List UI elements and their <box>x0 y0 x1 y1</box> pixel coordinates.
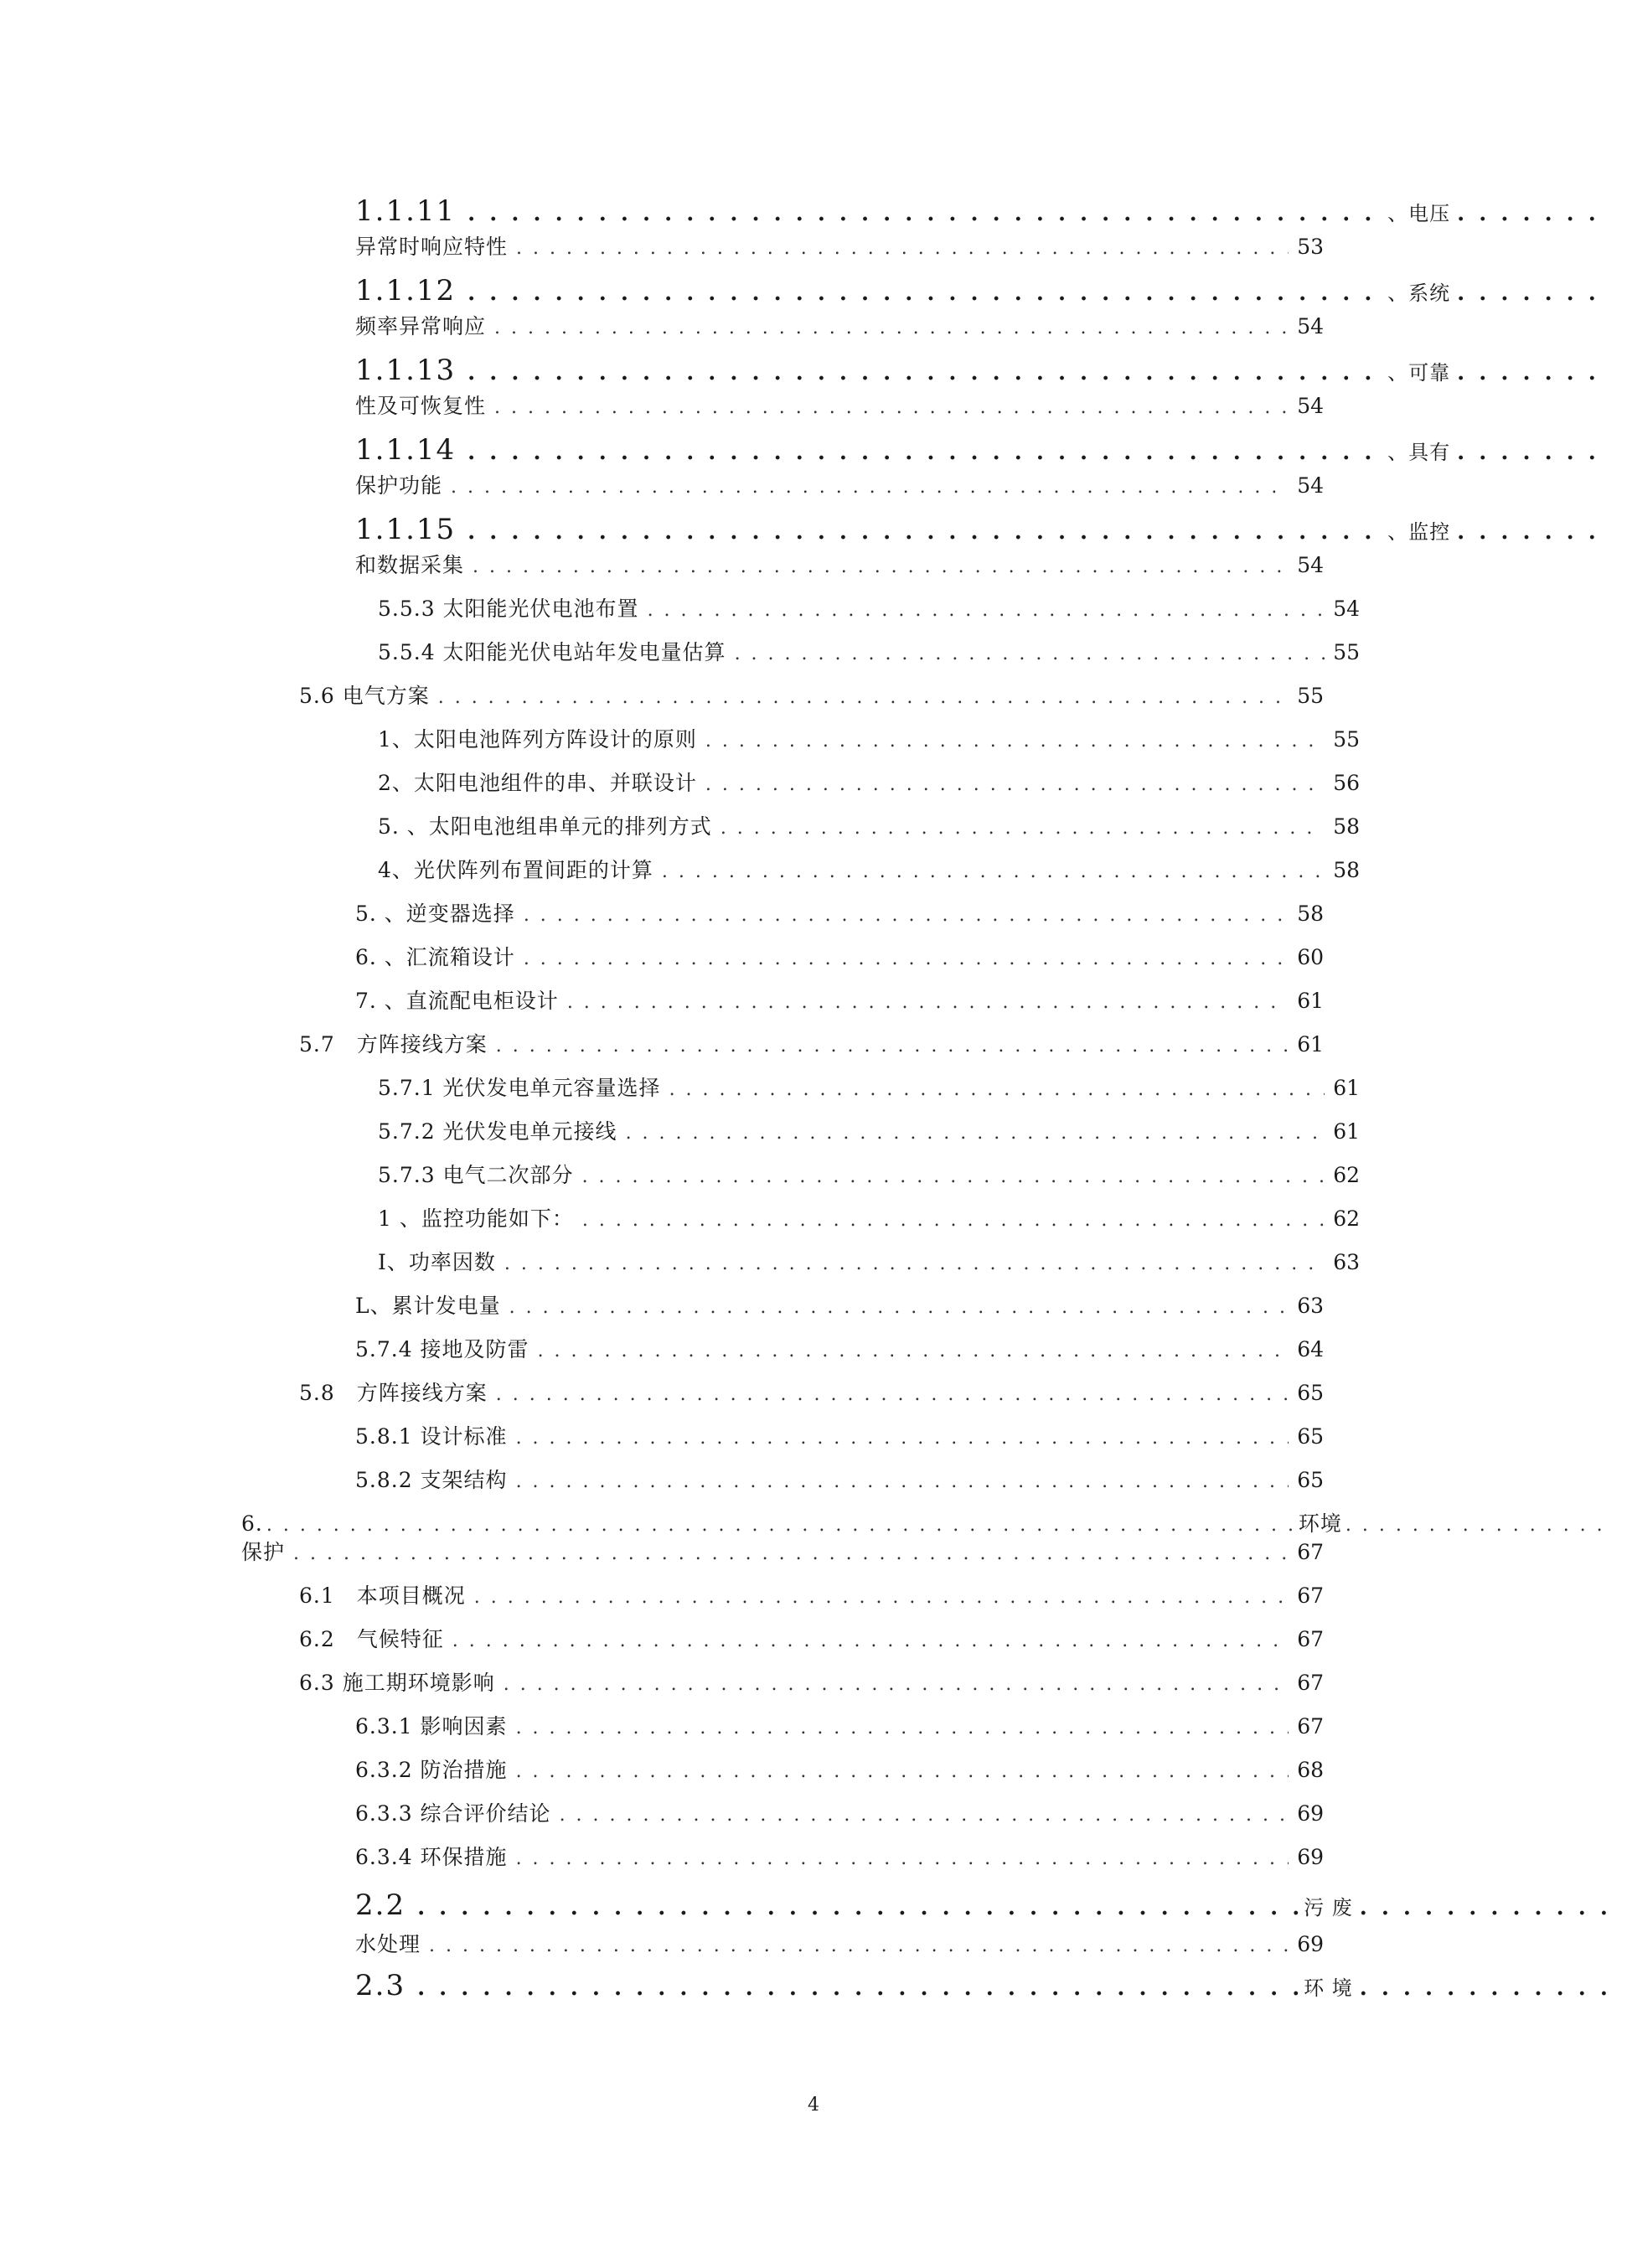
toc-entry-label: 5.5.3 太阳能光伏电池布置 <box>378 597 639 621</box>
toc-leader-dots <box>705 772 1325 798</box>
toc-entry <box>355 989 1324 1017</box>
toc-entry-page: 58 <box>1333 814 1360 839</box>
page-number: 4 <box>808 2095 819 2116</box>
toc-entry-label: 1 、监控功能如下： <box>378 1206 574 1231</box>
toc-heading <box>355 354 1612 390</box>
toc-entry-page: 61 <box>1297 1032 1324 1057</box>
toc-heading-tail: 、系统 <box>1387 282 1451 305</box>
toc-entry <box>355 1294 1324 1322</box>
toc-entry-label: 6.3.3 综合评价结论 <box>355 1801 551 1826</box>
toc-leader-dots <box>560 1803 1289 1828</box>
toc-entry-page: 54 <box>1333 597 1360 621</box>
toc-entry-label: 5. 、逆变器选择 <box>355 902 515 926</box>
toc-entry-label: 和数据采集 <box>355 553 465 577</box>
toc-entry <box>355 473 1324 502</box>
toc-entry <box>355 1468 1324 1496</box>
toc-entry <box>355 1932 1324 1961</box>
toc-leader-dots <box>496 1382 1289 1408</box>
toc-entry-label: 7. 、直流配电柜设计 <box>355 989 559 1013</box>
toc-leader-dots <box>516 1470 1289 1495</box>
toc-entry-label: 保护 <box>241 1540 286 1564</box>
toc-entry <box>355 394 1324 422</box>
toc-entry-page: 54 <box>1297 314 1324 338</box>
toc-entry-page: 67 <box>1297 1583 1324 1608</box>
toc-entry-label: 性及可恢复性 <box>355 394 487 418</box>
toc-leader-dots <box>1457 356 1612 390</box>
toc-heading-tail: 、可靠 <box>1387 361 1451 385</box>
toc-entry-page: 53 <box>1297 235 1324 259</box>
toc-entry <box>355 314 1324 343</box>
toc-entry <box>378 1119 1360 1148</box>
toc-leader-dots <box>467 436 1387 469</box>
toc-entry <box>355 1714 1324 1743</box>
toc-entry-label: 6.2 气候特征 <box>299 1627 444 1651</box>
toc-entry-label: 异常时响应特性 <box>355 235 509 259</box>
toc-entry-page: 62 <box>1333 1163 1360 1187</box>
toc-entry-page: 65 <box>1297 1381 1324 1405</box>
toc-heading-tail: 、电压 <box>1387 202 1451 225</box>
toc-entry-label: 5.6 电气方案 <box>299 684 430 708</box>
toc-leader-dots <box>417 1971 1304 2005</box>
toc-heading-tail: 、具有 <box>1387 441 1451 464</box>
toc-entry-label: 5.7.4 接地及防雷 <box>355 1337 529 1361</box>
toc-heading-number: 1.1.14 <box>355 433 457 467</box>
toc-heading-tail: 环境 <box>1298 1511 1342 1536</box>
toc-entry-page: 62 <box>1333 1206 1360 1231</box>
toc-entry-label: 5.8.1 设计标准 <box>355 1424 508 1449</box>
toc-entry <box>355 1337 1324 1366</box>
toc-leader-dots <box>721 816 1325 841</box>
toc-leader-dots <box>648 598 1325 623</box>
toc-entry-page: 63 <box>1333 1250 1360 1274</box>
toc-leader-dots <box>467 356 1387 390</box>
toc-entry-page: 55 <box>1333 727 1360 752</box>
toc-entry-label: L、累计发电量 <box>355 1294 501 1318</box>
toc-entry <box>355 902 1324 930</box>
toc-entry-label: 1、太阳电池阵列方阵设计的原则 <box>378 727 697 752</box>
toc-entry-page: 61 <box>1333 1119 1360 1144</box>
toc-leader-dots <box>474 1585 1289 1610</box>
toc-leader-dots <box>467 197 1387 230</box>
toc-heading-tail: 环 境 <box>1304 1976 1353 2000</box>
toc-leader-dots <box>509 1295 1289 1320</box>
toc-entry-page: 58 <box>1297 902 1324 926</box>
toc-leader-dots <box>504 1252 1325 1277</box>
toc-entry-label: 6. 、汇流箱设计 <box>355 945 515 969</box>
toc-entry-label: 4、光伏阵列布置间距的计算 <box>378 858 653 882</box>
toc-entry-page: 68 <box>1297 1758 1324 1782</box>
toc-entry <box>378 640 1360 669</box>
toc-entry <box>299 1583 1324 1612</box>
toc-leader-dots <box>1457 436 1612 469</box>
toc-entry <box>299 684 1324 712</box>
toc-entry-page: 67 <box>1297 1540 1324 1564</box>
toc-entry <box>378 727 1360 756</box>
toc-entry-label: 6.3.2 防治措施 <box>355 1758 508 1782</box>
toc-leader-dots <box>1346 1513 1612 1538</box>
toc-leader-dots <box>494 316 1289 341</box>
toc-entry-label: 水处理 <box>355 1932 421 1956</box>
toc-entry <box>378 1250 1360 1279</box>
toc-entry-page: 61 <box>1297 989 1324 1013</box>
toc-entry-page: 55 <box>1297 684 1324 708</box>
toc-entry <box>378 597 1360 625</box>
toc-leader-dots <box>451 475 1289 500</box>
toc-entry <box>299 1671 1324 1699</box>
toc-entry-page: 55 <box>1333 640 1360 664</box>
toc-entry-label: 5.7.3 电气二次部分 <box>378 1163 574 1187</box>
toc-entry-label: 5.7.1 光伏发电单元容量选择 <box>378 1076 661 1100</box>
toc-leader-dots <box>417 1891 1304 1924</box>
toc-entry-page: 61 <box>1333 1076 1360 1100</box>
toc-entry-page: 63 <box>1297 1294 1324 1318</box>
toc-heading-tail: 污 废 <box>1304 1896 1353 1919</box>
toc-heading <box>355 513 1612 550</box>
toc-entry-label: 5.7.2 光伏发电单元接线 <box>378 1119 617 1144</box>
toc-heading <box>355 1969 1612 2006</box>
toc-entry-page: 69 <box>1297 1932 1324 1956</box>
toc-entry <box>355 235 1324 263</box>
toc-leader-dots <box>494 395 1289 421</box>
toc-leader-dots <box>735 642 1325 667</box>
toc-entry-label: 5.8 方阵接线方案 <box>299 1381 488 1405</box>
toc-leader-dots <box>524 947 1289 972</box>
toc-leader-dots <box>438 685 1289 710</box>
toc-entry <box>299 1381 1324 1409</box>
toc-entry <box>355 945 1324 974</box>
toc-entry <box>299 1627 1324 1656</box>
toc-leader-dots <box>582 1165 1325 1190</box>
toc-leader-dots <box>582 1208 1325 1233</box>
toc-entry-label: 5.5.4 太阳能光伏电站年发电量估算 <box>378 640 726 664</box>
toc-entry-page: 60 <box>1297 945 1324 969</box>
toc-entry-label: 6.1 本项目概况 <box>299 1583 466 1608</box>
toc-heading-number: 1.1.12 <box>355 274 457 307</box>
toc-entry-page: 69 <box>1297 1801 1324 1826</box>
toc-leader-dots <box>1457 197 1612 230</box>
toc-leader-dots <box>1457 276 1612 310</box>
toc-heading-tail: 、监控 <box>1387 520 1451 544</box>
toc-leader-dots <box>538 1339 1289 1364</box>
toc-leader-dots <box>516 236 1289 261</box>
toc-leader-dots <box>626 1121 1325 1146</box>
toc-leader-dots <box>293 1542 1289 1567</box>
toc-entry <box>355 1845 1324 1873</box>
toc-entry <box>378 771 1360 799</box>
toc-entry-page: 64 <box>1297 1337 1324 1361</box>
toc-entry-label: 5.7 方阵接线方案 <box>299 1032 488 1057</box>
toc-entry <box>355 1424 1324 1453</box>
toc-leader-dots <box>473 555 1289 580</box>
toc-leader-dots <box>516 1716 1289 1741</box>
toc-entry <box>378 814 1360 843</box>
toc-entry-label: 6.3 施工期环境影响 <box>299 1671 495 1695</box>
toc-leader-dots <box>1360 1891 1612 1924</box>
toc-leader-dots <box>516 1759 1289 1785</box>
toc-leader-dots <box>705 729 1325 754</box>
toc-entry-page: 67 <box>1297 1714 1324 1738</box>
toc-heading-number: 1.1.11 <box>355 194 457 228</box>
toc-heading-number: 2.2 <box>355 1888 406 1922</box>
toc-leader-dots <box>467 276 1387 310</box>
toc-entry-page: 54 <box>1297 473 1324 498</box>
toc-entry-page: 54 <box>1297 394 1324 418</box>
toc-entry <box>378 858 1360 886</box>
toc-leader-dots <box>1360 1971 1612 2005</box>
toc-leader-dots <box>429 1934 1289 1959</box>
toc-entry <box>355 553 1324 581</box>
toc-heading <box>355 433 1612 470</box>
toc-leader-dots <box>1457 515 1612 549</box>
toc-entry-page: 69 <box>1297 1845 1324 1869</box>
toc-entry-page: 65 <box>1297 1468 1324 1492</box>
toc-leader-dots <box>516 1847 1289 1872</box>
toc-leader-dots <box>452 1629 1289 1654</box>
toc-entry <box>378 1206 1360 1235</box>
toc-heading-number: 2.3 <box>355 1969 406 2002</box>
toc-heading-number: 1.1.15 <box>355 513 457 546</box>
toc-leader-dots <box>516 1426 1289 1451</box>
toc-leader-dots <box>467 515 1387 549</box>
toc-heading <box>355 1888 1612 1925</box>
toc-entry-page: 65 <box>1297 1424 1324 1449</box>
toc-entry-page: 67 <box>1297 1671 1324 1695</box>
toc-entry <box>378 1076 1360 1104</box>
toc-heading <box>355 274 1612 311</box>
toc-entry-label: 频率异常响应 <box>355 314 487 338</box>
toc-leader-dots <box>669 1077 1325 1103</box>
toc-leader-dots <box>662 860 1325 885</box>
toc-leader-dots <box>496 1034 1289 1059</box>
toc-entry-page: 67 <box>1297 1627 1324 1651</box>
toc-entry-label: 5. 、太阳电池组串单元的排列方式 <box>378 814 712 839</box>
toc-entry <box>378 1163 1360 1191</box>
toc-entry-label: 2、太阳电池组件的串、并联设计 <box>378 771 697 795</box>
toc-entry-label: I、功率因数 <box>378 1250 496 1274</box>
toc-heading-number: 6. <box>241 1511 263 1536</box>
toc-entry-page: 54 <box>1297 553 1324 577</box>
toc-entry-label: 6.3.1 影响因素 <box>355 1714 508 1738</box>
toc-entry-page: 58 <box>1333 858 1360 882</box>
toc-entry <box>355 1758 1324 1786</box>
toc-entry-label: 6.3.4 环保措施 <box>355 1845 508 1869</box>
toc-entry <box>299 1032 1324 1061</box>
toc-entry-label: 5.8.2 支架结构 <box>355 1468 508 1492</box>
toc-entry-label: 保护功能 <box>355 473 443 498</box>
toc-heading <box>355 194 1612 231</box>
toc-entry <box>355 1801 1324 1830</box>
toc-leader-dots <box>504 1672 1289 1697</box>
toc-leader-dots <box>524 903 1289 928</box>
toc-heading <box>241 1511 1612 1540</box>
toc-heading-number: 1.1.13 <box>355 354 457 387</box>
toc-entry-page: 56 <box>1333 771 1360 795</box>
toc-leader-dots <box>266 1513 1299 1538</box>
toc-entry <box>241 1540 1324 1568</box>
toc-leader-dots <box>567 990 1289 1015</box>
